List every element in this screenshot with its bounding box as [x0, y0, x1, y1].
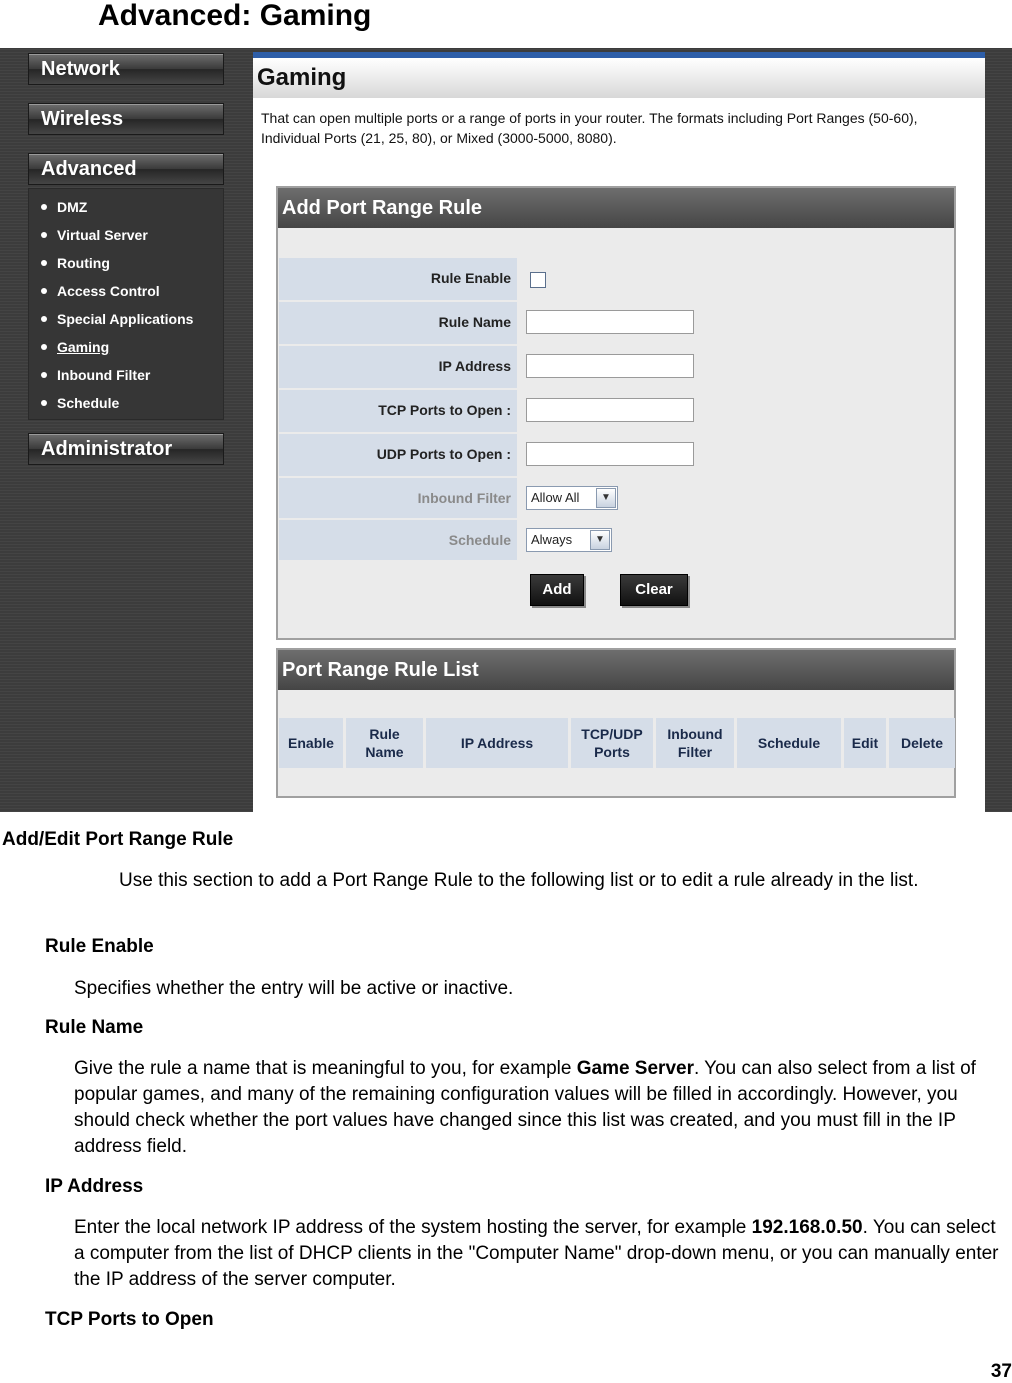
section-heading-rule-enable: Rule Enable: [45, 936, 154, 957]
section-text-rule-name: Give the rule a name that is meaningful to you, for example Game Server. You can also select from a list of popular games, and many of the remaining configuration values will be filled in accordingly. However, you should check whether the port values have changed since this list was created, and you must fill in the IP address field.: [74, 1058, 976, 1157]
inbound-filter-select[interactable]: Allow All ▼: [526, 486, 618, 510]
schedule-label-cell: Schedule: [279, 520, 517, 560]
column-header: Rule Name: [346, 718, 423, 768]
panel-header: [253, 52, 985, 98]
submenu-item-dmz[interactable]: DMZ: [41, 199, 87, 215]
column-header: TCP/UDP Ports: [571, 718, 653, 768]
rule-enable-checkbox[interactable]: [530, 272, 546, 288]
bullet-icon: [41, 344, 47, 350]
bullet-icon: [41, 400, 47, 406]
submenu-item-schedule[interactable]: Schedule: [41, 395, 119, 411]
section-heading-tcp-ports: TCP Ports to Open: [45, 1309, 214, 1330]
submenu-item-gaming[interactable]: Gaming: [41, 339, 109, 355]
column-header: Schedule: [737, 718, 841, 768]
tcp-ports-input[interactable]: [526, 398, 694, 422]
ip-address-label-cell: IP Address: [279, 346, 517, 388]
page-title: Advanced: Gaming: [98, 0, 372, 32]
submenu-item-virtual-server[interactable]: Virtual Server: [41, 227, 148, 243]
bullet-icon: [41, 260, 47, 266]
column-header: Enable: [279, 718, 343, 768]
router-screenshot: [0, 48, 1012, 812]
page-number: 37: [990, 1361, 1012, 1382]
bullet-icon: [41, 316, 47, 322]
clear-button[interactable]: Clear: [620, 574, 688, 606]
nav-advanced-button[interactable]: Advanced: [28, 153, 224, 185]
sidebar: [0, 48, 248, 812]
bullet-icon: [41, 372, 47, 378]
submenu-item-special-applications[interactable]: Special Applications: [41, 311, 193, 327]
section-heading-rule-name: Rule Name: [45, 1017, 144, 1038]
nav-administrator-button[interactable]: Administrator: [28, 433, 224, 465]
rule-name-label-cell: Rule Name: [279, 302, 517, 344]
submenu-item-routing[interactable]: Routing: [41, 255, 110, 271]
port-range-rule-list-box: [276, 648, 956, 798]
submenu-item-inbound-filter[interactable]: Inbound Filter: [41, 367, 150, 383]
rule-list-title: Port Range Rule List: [278, 650, 954, 690]
submenu-item-access-control[interactable]: Access Control: [41, 283, 160, 299]
column-header: IP Address: [426, 718, 568, 768]
column-header: Inbound Filter: [656, 718, 734, 768]
bullet-icon: [41, 232, 47, 238]
panel-intro: That can open multiple ports or a range of ports in your router. The formats including Port Ranges (50-60), Individual Ports (21, 25, 80), or Mixed (3000-5000, 8080).: [261, 110, 918, 146]
udp-ports-label-cell: UDP Ports to Open :: [279, 434, 517, 476]
bullet-icon: [41, 288, 47, 294]
add-port-range-rule-box: [276, 186, 956, 640]
rule-name-input[interactable]: [526, 310, 694, 334]
section-heading-ip-address: IP Address: [45, 1176, 144, 1197]
section-text-add-edit: Use this section to add a Port Range Rule to the following list or to edit a rule already in the list.: [119, 870, 919, 891]
panel-title: Gaming: [257, 64, 347, 91]
rule-list-header: [279, 718, 955, 768]
gaming-panel: [253, 52, 985, 812]
schedule-select[interactable]: Always ▼: [526, 528, 612, 552]
inbound-filter-label-cell: Inbound Filter: [279, 478, 517, 518]
section-heading-add-edit: Add/Edit Port Range Rule: [2, 829, 234, 850]
add-button[interactable]: Add: [530, 574, 584, 606]
ip-address-input[interactable]: [526, 354, 694, 378]
tcp-ports-label-cell: TCP Ports to Open :: [279, 390, 517, 432]
udp-ports-input[interactable]: [526, 442, 694, 466]
rule-enable-label-cell: Rule Enable: [279, 258, 517, 300]
bullet-icon: [41, 204, 47, 210]
advanced-submenu: [28, 188, 224, 420]
section-text-ip-address: Enter the local network IP address of the system hosting the server, for example 192.168.0.50. You can select a computer from the list of DHCP clients in the "Computer Name" drop-down menu, or you can manually enter the IP address of the server computer.: [74, 1217, 999, 1290]
add-rule-title: Add Port Range Rule: [278, 188, 954, 228]
chevron-down-icon: ▼: [596, 488, 616, 508]
chevron-down-icon: ▼: [590, 530, 610, 550]
nav-network-button[interactable]: Network: [28, 53, 224, 85]
column-header: Edit: [844, 718, 886, 768]
column-header: Delete: [889, 718, 955, 768]
section-text-rule-enable: Specifies whether the entry will be active or inactive.: [74, 978, 514, 999]
nav-wireless-button[interactable]: Wireless: [28, 103, 224, 135]
